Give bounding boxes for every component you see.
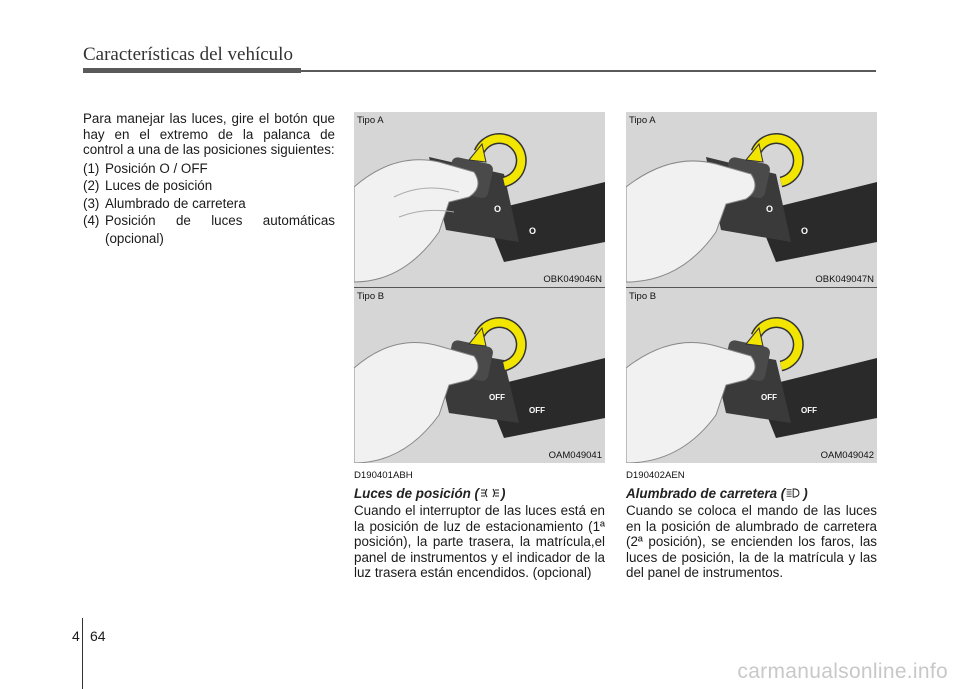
header-rule-thin: [301, 70, 876, 72]
watermark: carmanualsonline.info: [737, 660, 948, 683]
section-high-beam: [626, 470, 877, 581]
svg-text:O: O: [801, 226, 809, 236]
list-item: (2) Luces de posición: [83, 178, 213, 194]
section-code: D190401ABH: [354, 470, 413, 481]
figure-code: OAM049041: [548, 450, 602, 461]
lever-illustration: [626, 112, 877, 287]
list-item: (1) Posición O / OFF: [83, 160, 208, 176]
figure-label: Tipo B: [629, 291, 657, 302]
svg-text:O: O: [494, 204, 502, 214]
figure-label: Tipo B: [357, 291, 385, 302]
position-list: [83, 160, 335, 248]
figure-label: Tipo A: [357, 115, 384, 126]
figure-right-a: [626, 112, 877, 287]
svg-text:OFF: OFF: [801, 406, 817, 415]
section-code: D190402AEN: [626, 470, 685, 481]
figure-right-b: [626, 288, 877, 463]
page-header-title: Características del vehículo: [83, 44, 293, 65]
list-item: (3) Alumbrado de carretera: [83, 195, 246, 211]
lever-illustration: [354, 288, 605, 463]
section-title: Luces de posición ( ): [354, 486, 506, 501]
svg-text:O: O: [529, 226, 537, 236]
lever-illustration: [354, 112, 605, 287]
figure-label: Tipo A: [629, 115, 656, 126]
lever-illustration: [626, 288, 877, 463]
section-body: Cuando se coloca el mando de las luces en la posición de alumbrado de carretera (2ª posición), se encienden los faros, las luces de posición, la de la matrícula y las del panel de instrumentos.: [626, 503, 877, 581]
section-body: Cuando el interruptor de las luces está en la posición de luz de estacionamiento (1ª posición), la parte trasera, la matrícula,el panel de instrumentos y el indicador de la luz trasera están encendidos. (opcional): [354, 503, 605, 581]
figure-code: OAM049042: [820, 450, 874, 461]
page-number: [72, 628, 106, 644]
intro-text: [83, 111, 335, 247]
svg-text:OFF: OFF: [529, 406, 545, 415]
figure-left-b: [354, 288, 605, 463]
svg-text:OFF: OFF: [761, 393, 777, 402]
svg-text:OFF: OFF: [489, 393, 505, 402]
intro-paragraph: Para manejar las luces, gire el botón que hay en el extremo de la palanca de control a una de las posiciones siguientes:: [83, 111, 335, 157]
section-title: Alumbrado de carretera ( ): [626, 486, 808, 501]
chapter-number: 4: [72, 628, 80, 644]
header-rule: [83, 68, 301, 73]
page-number-value: 64: [90, 628, 106, 644]
list-item: (4) Posición de luces automáticas (opcional): [83, 213, 335, 246]
figure-code: OBK049046N: [543, 274, 602, 285]
position-lights-icon: [479, 486, 501, 500]
figure-code: OBK049047N: [815, 274, 874, 285]
figure-left-a: [354, 112, 605, 287]
high-beam-icon: [785, 486, 803, 500]
svg-text:O: O: [766, 204, 774, 214]
section-position-lights: [354, 470, 605, 581]
